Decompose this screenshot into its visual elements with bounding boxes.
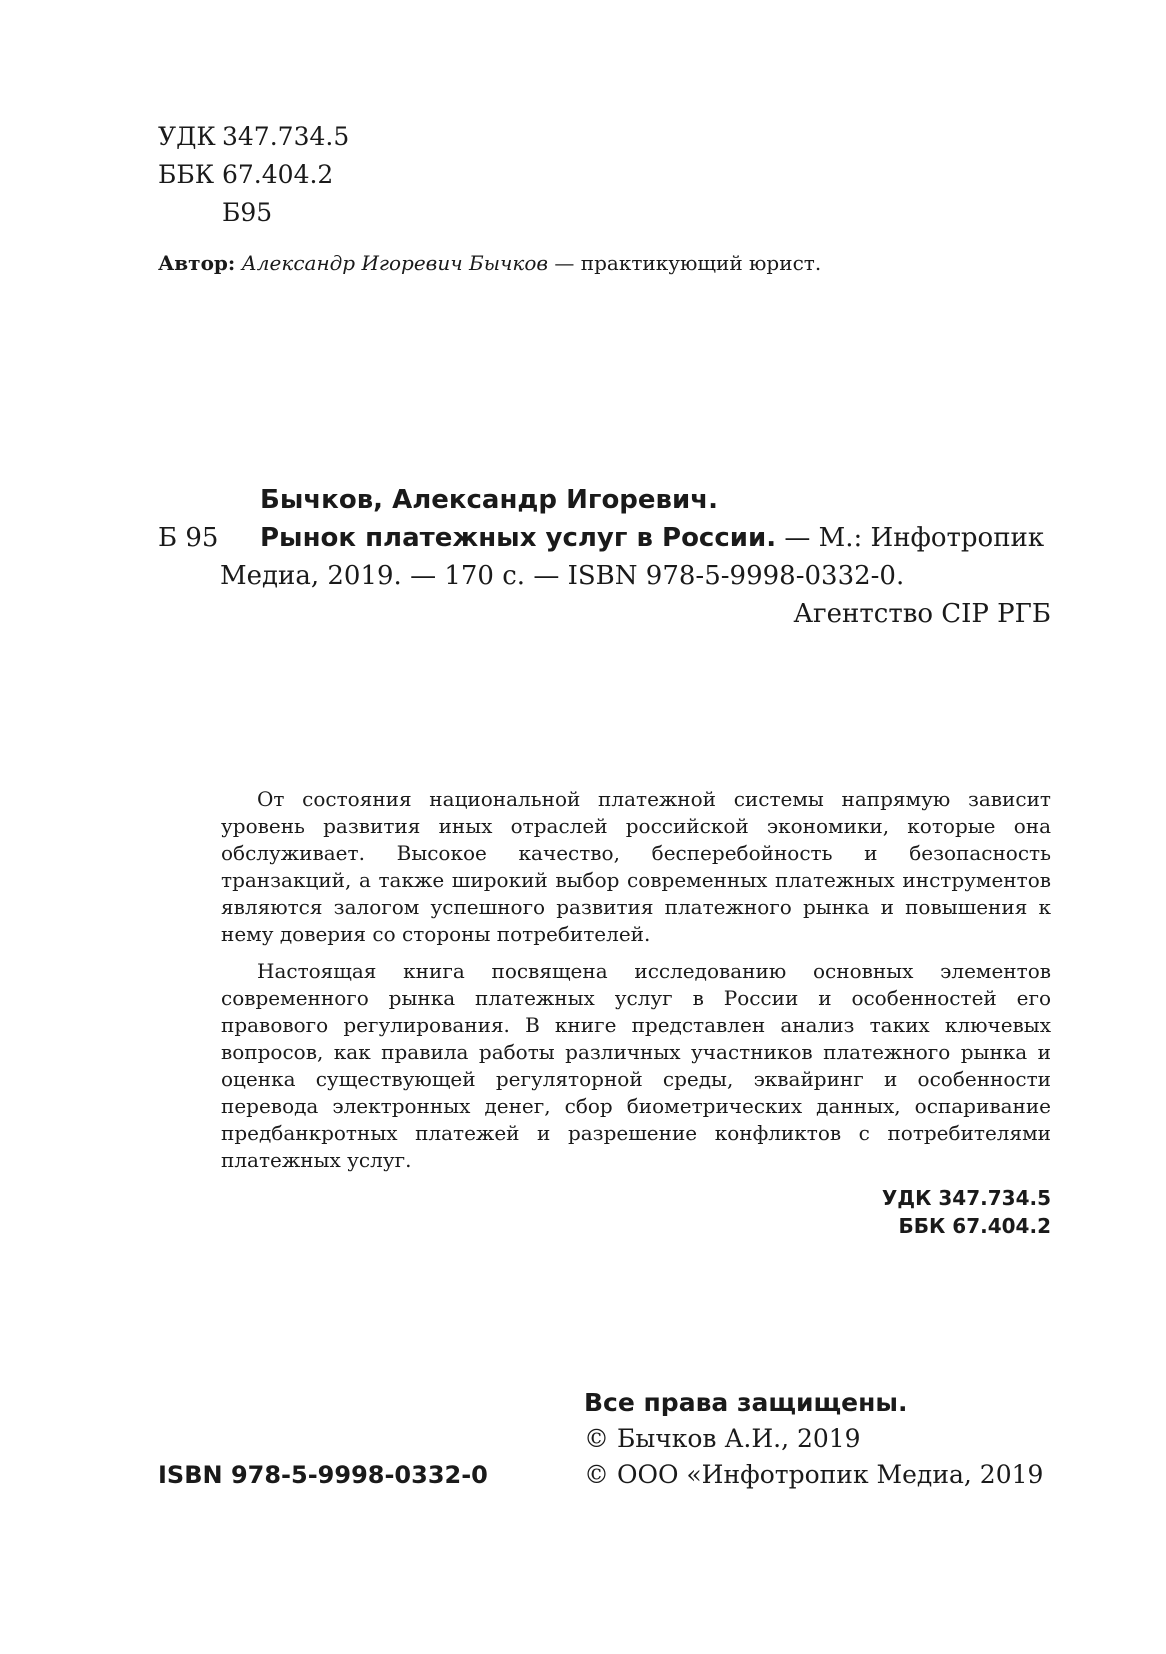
bibliographic-record [158, 481, 1051, 633]
annotation-paragraph-2: Настоящая книга посвящена исследованию основных элементов современного рынка платежных услуг в России и особенностей его правового регулирования. В книге представлен анализ таких ключевых вопросов, как правила работы различных участников платежного рынка и оценка существующей регуляторной среды, эквайринг и особенности перевода электронных денег, сбор биометрических данных, оспаривание предбанкротных платежей и разрешение конфликтов с потребителями платежных услуг. [221, 959, 1051, 1172]
cip-agency: Агентство CIP РГБ [793, 599, 1051, 629]
copyright-publisher: © ООО «Инфотропик Медиа, 2019 [584, 1460, 1044, 1489]
rights-block [584, 1385, 1043, 1493]
annotation [221, 786, 1051, 1240]
book-title: Рынок платежных услуг в России. [260, 523, 777, 553]
biblio-title-row [158, 519, 1051, 557]
copyright-author: © Бычков А.И., 2019 [584, 1424, 861, 1453]
author-line [158, 248, 821, 278]
biblio-code: Б 95 [158, 523, 219, 553]
author-description: — практикующий юрист. [554, 251, 822, 275]
author-mark-row [158, 194, 349, 232]
udk-value: 347.734.5 [222, 122, 350, 151]
annotation-udk: УДК 347.734.5 [881, 1186, 1051, 1210]
author-label: Автор: [158, 251, 236, 275]
annotation-paragraph-1: От состояния национальной платежной системы напрямую зависит уровень развития иных отраслей российской экономики, которые она обслуживает. Высокое качество, бесперебойность и безопасность транзакций, а также широкий выбор современных платежных инструментов являются залогом успешного развития платежного рынка и повышения к нему доверия со стороны потребителей. [221, 787, 1051, 946]
biblio-publisher-part: — М.: Инфотропик [784, 523, 1045, 553]
udk-label: УДК [158, 122, 216, 151]
biblio-continuation: Медиа, 2019. — 170 с. — ISBN 978-5-9998-0332-0. [220, 561, 905, 591]
author-mark: Б95 [222, 198, 273, 227]
bbk-label: ББК [158, 160, 215, 189]
udk-row [158, 118, 349, 156]
bbk-row [158, 156, 349, 194]
annotation-codes [221, 1184, 1051, 1240]
classification-block [158, 118, 349, 232]
author-name: Александр Игоревич Бычков [241, 251, 549, 275]
annotation-bbk: ББК 67.404.2 [898, 1214, 1051, 1238]
rights-heading: Все права защищены. [584, 1388, 908, 1417]
isbn: ISBN 978-5-9998-0332-0 [158, 1461, 488, 1489]
bbk-value: 67.404.2 [222, 160, 334, 189]
biblio-heading: Бычков, Александр Игоревич. [260, 485, 718, 515]
